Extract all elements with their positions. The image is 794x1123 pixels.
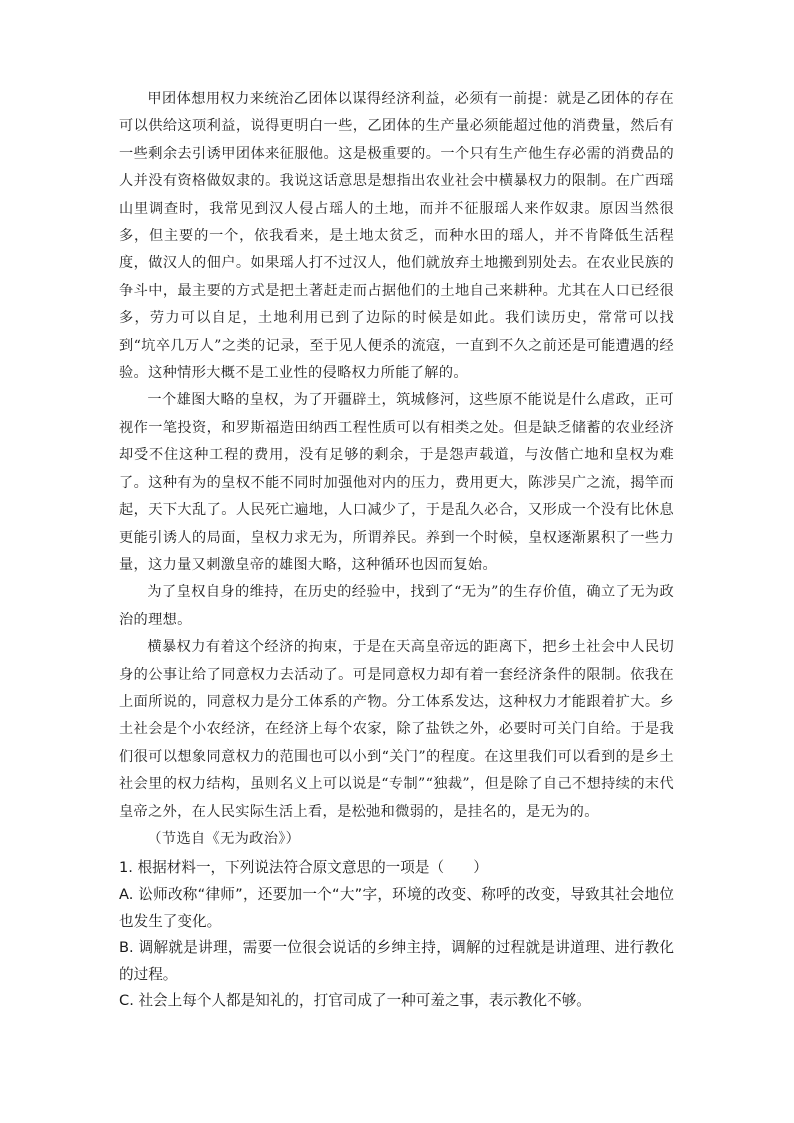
passage-excerpt: [119, 86, 674, 853]
passage-paragraph-4: 横暴权力有着这个经济的拘束，于是在天高皇帝远的距离下，把乡土社会中人民切身的公事让给了同意权力去活动了。可是同意权力却有着一套经济条件的限制。依我在上面所说的，同意权力是分工体系的产物。分工体系发达，这种权力才能跟着扩大。乡土社会是个小农经济，在经济上每个农家，除了盐铁之外，必要时可关门自给。于是我们很可以想象同意权力的范围也可以小到“关门”的程度。在这里我们可以看到的是乡土社会里的权力结构，虽则名义上可以说是“专制”“独裁”，但是除了自己不想持续的末代皇帝之外，在人民实际生活上看，是松弛和微弱的，是挂名的，是无为的。: [119, 639, 674, 820]
option-a[interactable]: A. 讼师改称“律师”，还要加一个“大”字，环境的改变、称呼的改变，导致其社会地位也发生了变化。: [119, 885, 674, 930]
passage-paragraph-3: 为了皇权自身的维持，在历史的经验中，找到了“无为”的生存价值，确立了无为政治的理想。: [119, 584, 674, 628]
option-b[interactable]: B. 调解就是讲理，需要一位很会说话的乡绅主持，调解的过程就是讲道理、进行教化的过程。: [119, 939, 674, 983]
passage-paragraph-1: 甲团体想用权力来统治乙团体以谋得经济利益，必须有一前提：就是乙团体的存在可以供给这项利益，说得更明白一些，乙团体的生产量必须能超过他的消费量，然后有一些剩余去引诱甲团体来征服他。这是极重要的。一个只有生产他生存必需的消费品的人并没有资格做奴隶的。我说这话意思是想指出农业社会中横暴权力的限制。在广西瑶山里调查时，我常见到汉人侵占瑶人的土地，而并不征服瑶人来作奴隶。原因当然很多，但主要的一个，依我看来，是土地太贫乏，而种水田的瑶人，并不肯降低生活程度，做汉人的佃户。如果瑶人打不过汉人，他们就放弃土地搬到别处去。在农业民族的争斗中，最主要的方式是把土著赶走而占据他们的土地自己来耕种。尤其在人口已经很多，劳力可以自足，土地利用已到了边际的时候是如此。我们读历史，常常可以找到“坑卒几万人”之类的记录，至于见人便杀的流寇，一直到不久之前还是可能遭遇的经验。这种情形大概不是工业性的侵略权力所能了解的。: [119, 91, 674, 382]
passage-paragraph-2: 一个雄图大略的皇权，为了开疆辟土，筑城修河，这些原不能说是什么虐政，正可视作一笔投资，和罗斯福造田纳西工程性质可以有相类之处。但是缺乏储蓄的农业经济却受不住这种工程的费用，没有足够的剩余，于是怨声载道，与汝偕亡地和皇权为难了。这种有为的皇权不能不同时加强他对内的压力，费用更大，陈涉吴广之流，揭竿而起，天下大乱了。人民死亡遍地，人口减少了，于是乱久必合，又形成一个没有比休息更能引诱人的局面，皇权力求无为，所谓养民。养到一个时候，皇权逐渐累积了一些力量，这力量又刺激皇帝的雄图大略，这种循环也因而复始。: [119, 392, 674, 573]
question-1: [119, 855, 674, 1015]
source-citation: （节选自《无为政治》）: [147, 830, 301, 847]
question-stem: 1. 根据材料一，下列说法符合原文意思的一项是（ ）: [119, 859, 488, 877]
document-content: [119, 86, 674, 1015]
option-c[interactable]: C. 社会上每个人都是知礼的，打官司成了一种可羞之事，表示教化不够。: [119, 992, 591, 1010]
